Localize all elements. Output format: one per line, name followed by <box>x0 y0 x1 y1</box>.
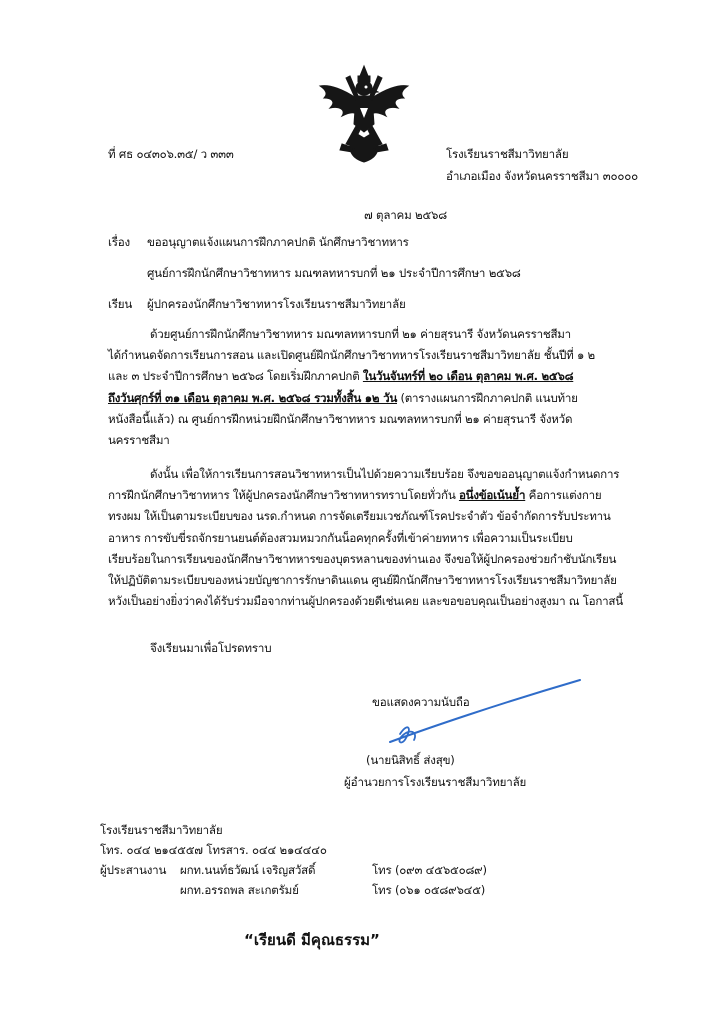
subject-label: เรื่อง <box>108 235 131 249</box>
handwritten-signature <box>388 676 584 748</box>
body-paragraph-1 <box>108 324 628 451</box>
paragraph-1-line <box>108 366 628 387</box>
paragraph-1-line: ได้กำหนดจัดการเรียนการสอน และเปิดศูนย์ฝึกนักศึกษาวิชาทหารโรงเรียนราชสีมาวิทยาลัย ชั้นปีที่ ๑ ๒ <box>108 348 595 363</box>
coordinator-name: ผกท.อรรถพล สะเกตรัมย์ <box>180 883 299 897</box>
footer-phones: โทร. ๐๔๔ ๒๑๔๕๕๗ โทรสาร. ๐๔๔ ๒๑๔๔๔๐ <box>100 843 327 857</box>
reference-number: ที่ ศธ ๐๔๓๐๖.๓๕/ ว ๓๓๓ <box>108 147 234 161</box>
coordinator-label: ผู้ประสานงาน <box>100 863 167 877</box>
paragraph-1-line: ด้วยศูนย์การฝึกนักศึกษาวิชาทหาร มณฑลทหารบกที่ ๒๑ ค่ายสุรนารี จังหวัดนครราชสีมา <box>150 327 571 341</box>
paragraph-2-line: ให้ปฏิบัติตามระเบียบของหน่วยบัญชาการรักษาดินแดน ศูนย์ฝึกนักศึกษาวิชาทหารโรงเรียนราชสีมาวิทยาลัย <box>108 573 617 588</box>
paragraph-2-line <box>108 485 628 506</box>
regards-line: ขอแสดงความนับถือ <box>372 695 470 709</box>
paragraph-1-text: และ ๓ ประจำปีการศึกษา ๒๕๖๘ โดยเริ่มฝึกภาคปกติ <box>108 369 363 384</box>
paragraph-2-text: คือการแต่งกาย <box>525 488 602 503</box>
signer-position: ผู้อำนวยการโรงเรียนราชสีมาวิทยาลัย <box>344 775 527 789</box>
coordinator-name: ผกท.นนท์ธวัฒน์ เจริญสวัสดิ์ <box>180 863 316 877</box>
signer-name: (นายนิสิทธิ์ ส่งสุข) <box>366 753 455 767</box>
letter-date: ๗ ตุลาคม ๒๕๖๘ <box>364 208 447 222</box>
training-end-date: ถึงวันศุกร์ที่ ๓๑ เดือน ตุลาคม พ.ศ. ๒๕๖๘ รวมทั้งสิ้น ๑๒ วัน <box>108 390 398 405</box>
paragraph-1-line: นครราชสีมา <box>108 433 170 448</box>
paragraph-2-line: ดังนั้น เพื่อให้การเรียนการสอนวิชาทหารเป็นไปด้วยความเรียบร้อย จึงขอขออนุญาตแจ้งกำหนดการ <box>150 467 620 481</box>
paragraph-2-text: การฝึกนักศึกษาวิชาทหาร ให้ผู้ปกครองนักศึกษาวิชาทหารทราบโดยทั่วกัน <box>108 488 459 503</box>
school-motto: “เรียนดี มีคุณธรรม” <box>244 931 380 949</box>
paragraph-2-line: หวังเป็นอย่างยิ่งว่าคงได้รับร่วมมือจากท่านผู้ปกครองด้วยดีเช่นเคย และขอขอบคุณเป็นอย่างสูงมา ณ โอกาสนี้ <box>108 594 623 609</box>
closing-line: จึงเรียนมาเพื่อโปรดทราบ <box>150 641 272 655</box>
paragraph-2-line: ทรงผม ให้เป็นตามระเบียบของ นรด.กำหนด การจัดเตรียมเวชภัณฑ์โรคประจำตัว ข้อจำกัดการรับประทาน <box>108 509 611 524</box>
footer-school: โรงเรียนราชสีมาวิทยาลัย <box>100 823 223 837</box>
recipient-label: เรียน <box>108 297 133 311</box>
paragraph-1-line: หนังสือนี้แล้ว) ณ ศูนย์การฝึกหน่วยฝึกนักศึกษาวิชาทหาร มณฑลทหารบกที่ ๒๑ ค่ายสุรนารี จังหวัด <box>108 411 573 426</box>
body-paragraph-2 <box>108 464 628 612</box>
school-name: โรงเรียนราชสีมาวิทยาลัย <box>446 147 569 161</box>
subject-line-1: ขออนุญาตแจ้งแผนการฝึกภาคปกติ นักศึกษาวิชาทหาร <box>147 235 409 249</box>
paragraph-2-line: เรียบร้อยในการเรียนของนักศึกษาวิชาทหารของบุตรหลานของท่านเอง จึงขอให้ผู้ปกครองช่วยกำชับนักเรียน <box>108 551 617 566</box>
school-address: อำเภอเมือง จังหวัดนครราชสีมา ๓๐๐๐๐ <box>446 169 638 183</box>
coordinator-phone: โทร (๐๖๑ ๐๕๘๙๖๔๕) <box>372 883 486 897</box>
recipient-text: ผู้ปกครองนักศึกษาวิชาทหารโรงเรียนราชสีมาวิทยาลัย <box>147 297 406 311</box>
paragraph-1-line <box>108 388 628 409</box>
emphasis-note: อนึ่งข้อเน้นย้ำ <box>458 488 526 503</box>
subject-line-2: ศูนย์การฝึกนักศึกษาวิชาทหาร มณฑลทหารบกที่ ๒๑ ประจำปีการศึกษา ๒๕๖๘ <box>147 266 521 280</box>
coordinator-phone: โทร (๐๙๓ ๔๕๖๕๐๘๙) <box>372 863 487 877</box>
paragraph-2-line: อาหาร การขับขี่รถจักรยานยนต์ต้องสวมหมวกกันน็อคทุกครั้งที่เข้าค่ายทหาร เพื่อความเป็นระเบียบ <box>108 530 573 545</box>
paragraph-1-text: (ตารางแผนการฝึกภาคปกติ แนบท้าย <box>397 390 578 405</box>
garuda-emblem <box>316 64 412 164</box>
training-start-date: ในวันจันทร์ที่ ๒๐ เดือน ตุลาคม พ.ศ. ๒๕๖๘ <box>362 369 574 384</box>
